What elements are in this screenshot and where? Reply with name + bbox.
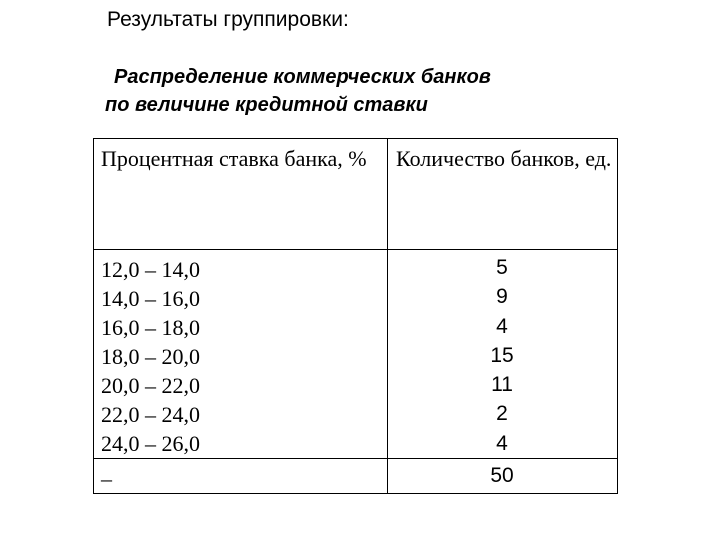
bank-count-cell: 4 xyxy=(496,431,508,455)
bank-count-cell: 9 xyxy=(496,285,508,309)
bank-count-cell: 4 xyxy=(496,314,508,338)
table-title-line-1: Распределение коммерческих банков xyxy=(114,66,491,88)
rate-range-cell: 12,0 – 14,0 xyxy=(101,257,200,282)
rate-range-cell: 16,0 – 18,0 xyxy=(101,315,200,340)
rate-range-cell: 22,0 – 24,0 xyxy=(101,402,200,427)
total-label-cell: – xyxy=(101,466,112,491)
rate-range-cell: 20,0 – 22,0 xyxy=(101,373,200,398)
table-title-line-2: по величине кредитной ставки xyxy=(105,94,428,116)
total-count-cell: 50 xyxy=(490,464,514,487)
header-rate: Процентная ставка банка, % xyxy=(101,146,367,171)
total-divider xyxy=(94,458,617,459)
header-count: Количество банков, ед. xyxy=(396,146,612,171)
bank-counts-list xyxy=(475,253,529,458)
distribution-table xyxy=(93,138,618,494)
bank-count-cell: 2 xyxy=(496,402,508,426)
bank-count-cell: 5 xyxy=(496,256,508,279)
rate-range-cell: 14,0 – 16,0 xyxy=(101,286,200,311)
page-heading: Результаты группировки: xyxy=(107,8,349,31)
header-divider xyxy=(94,249,617,250)
rate-range-cell: 18,0 – 20,0 xyxy=(101,344,200,369)
bank-count-cell: 15 xyxy=(490,343,514,367)
column-divider xyxy=(387,139,388,493)
rate-range-cell: 24,0 – 26,0 xyxy=(101,431,200,456)
bank-count-cell: 11 xyxy=(491,373,513,397)
rate-ranges-list xyxy=(101,255,200,458)
